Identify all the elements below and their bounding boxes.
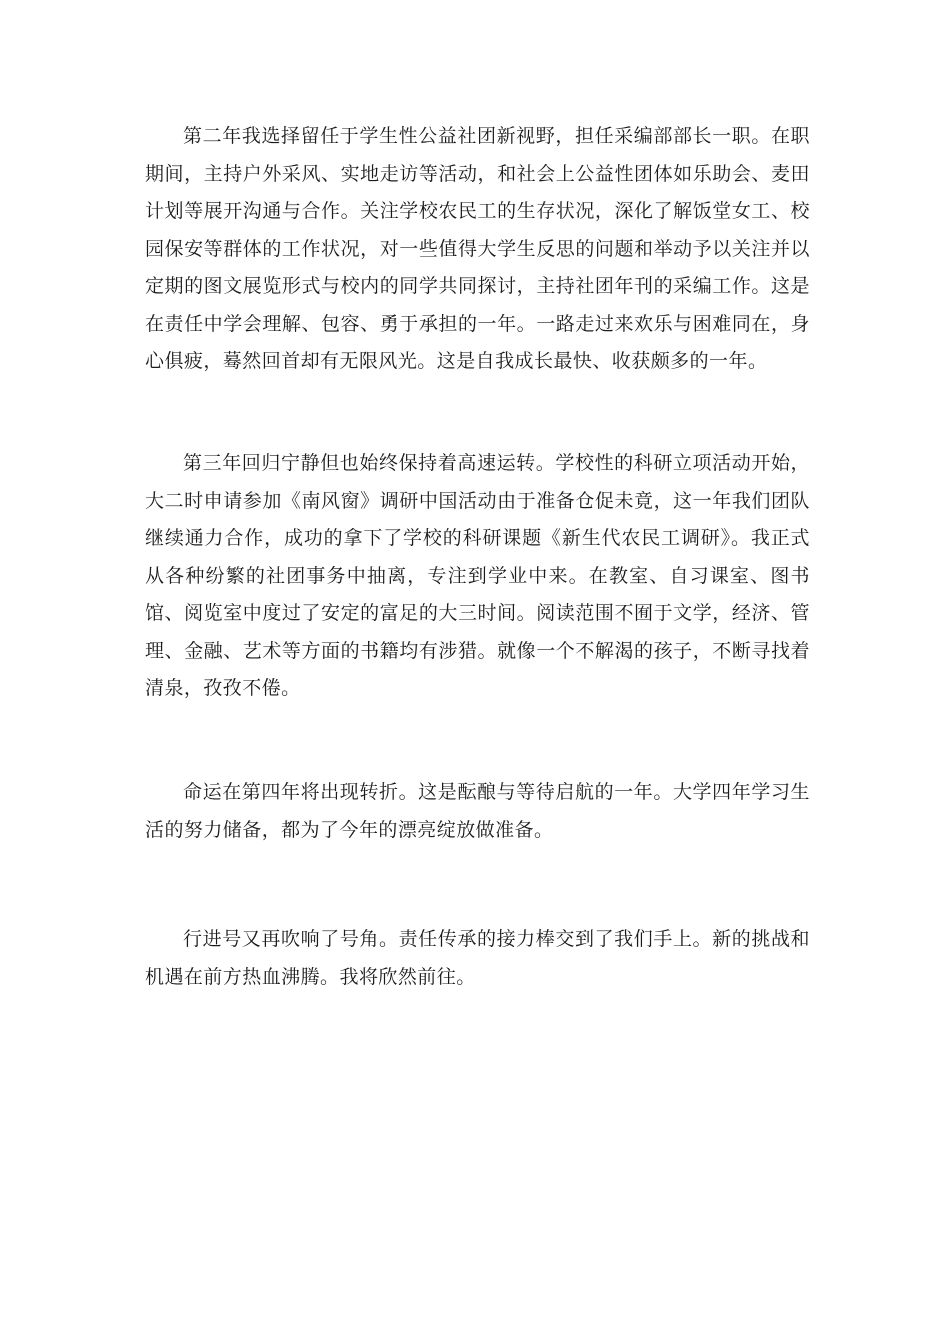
paragraph-third-year: 第三年回归宁静但也始终保持着高速运转。学校性的科研立项活动开始，大二时申请参加《南风窗》调研中国活动由于准备仓促未竟，这一年我们团队继续通力合作，成功的拿下了学校的科研课题《新生代农民工调研》。我正式从各种纷繁的社团事务中抽离，专注到学业中来。在教室、自习课室、图书馆、阅览室中度过了安定的富足的大三时间。阅读范围不囿于文学，经济、管理、金融、艺术等方面的书籍均有涉猎。就像一个不解渴的孩子，不断寻找着清泉，孜孜不倦。 bbox=[145, 452, 810, 699]
paragraph-closing: 行进号又再吹响了号角。责任传承的接力棒交到了我们手上。新的挑战和机遇在前方热血沸腾。我将欣然前往。 bbox=[145, 928, 810, 988]
paragraph-second-year: 第二年我选择留任于学生性公益社团新视野，担任采编部部长一职。在职期间，主持户外采风、实地走访等活动，和社会上公益性团体如乐助会、麦田计划等展开沟通与合作。关注学校农民工的生存状况，深化了解饭堂女工、校园保安等群体的工作状况，对一些值得大学生反思的问题和举动予以关注并以定期的图文展览形式与校内的同学共同探讨，主持社团年刊的采编工作。这是在责任中学会理解、包容、勇于承担的一年。一路走过来欢乐与困难同在，身心俱疲，蓦然回首却有无限风光。这是自我成长最快、收获颇多的一年。 bbox=[145, 125, 810, 372]
paragraph-fourth-year: 命运在第四年将出现转折。这是酝酿与等待启航的一年。大学四年学习生活的努力储备，都为了今年的漂亮绽放做准备。 bbox=[145, 781, 810, 841]
